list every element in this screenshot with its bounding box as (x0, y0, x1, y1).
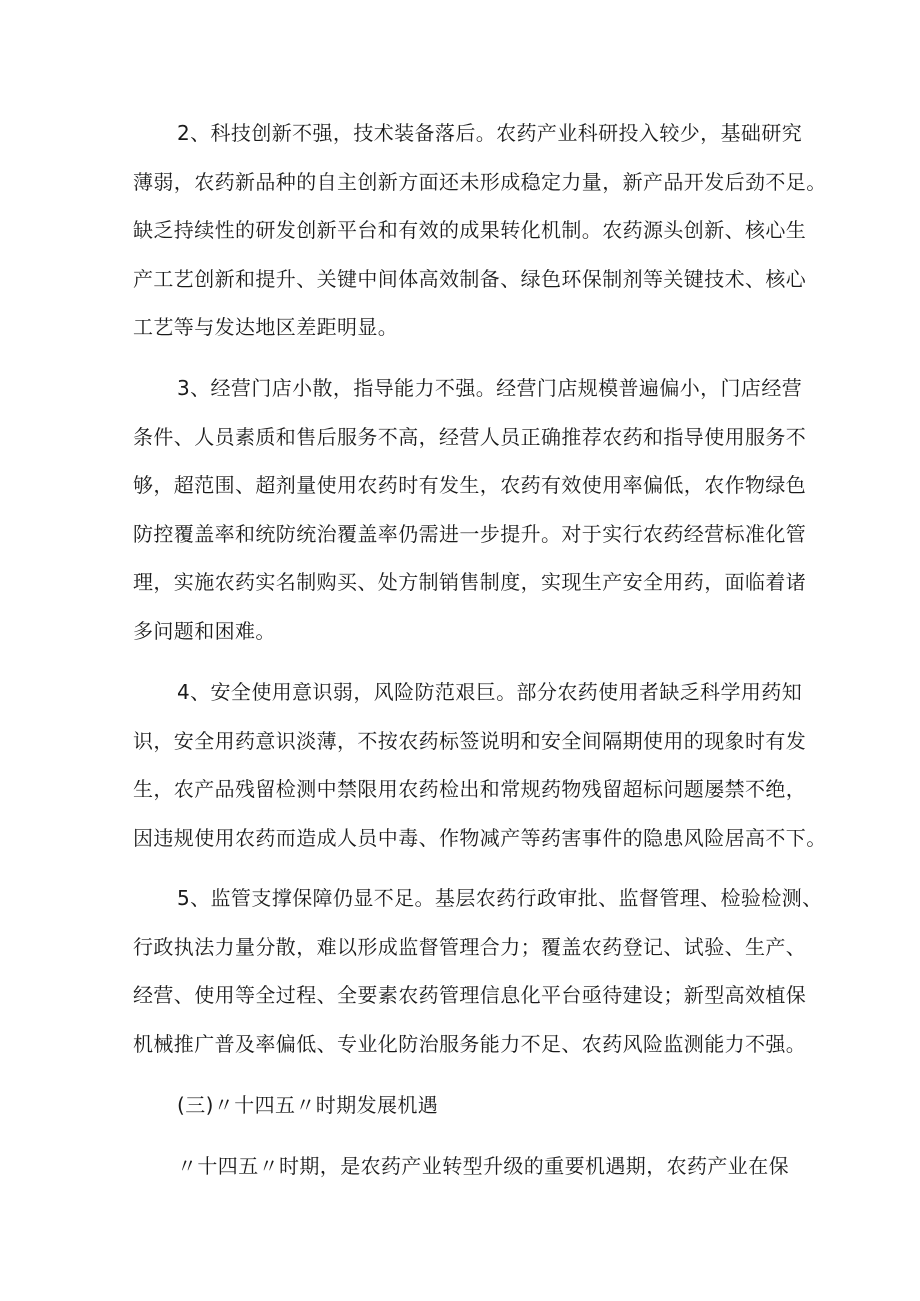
text-line: 够，超范围、超剂量使用农药时有发生，农药有效使用率偏低，农作物绿色 (133, 473, 807, 497)
text-line: 缺乏持续性的研发创新平台和有效的成果转化机制。农药源头创新、核心生 (133, 218, 807, 242)
text-line: 产工艺创新和提升、关键中间体高效制备、绿色环保制剂等关键技术、核心 (133, 267, 807, 291)
text-line: 工艺等与发达地区差距明显。 (133, 315, 399, 339)
text-line: 防控覆盖率和统防统治覆盖率仍需进一步提升。对于实行农药经营标准化管 (133, 522, 807, 546)
text-line: 行政执法力量分散，难以形成监督管理合力；覆盖农药登记、试验、生产、 (133, 935, 807, 959)
text-line: 5、监管支撑保障仍显不足。基层农药行政审批、监督管理、检验检测、 (177, 886, 823, 910)
text-line: 薄弱，农药新品种的自主创新方面还未形成稳定力量，新产品开发后劲不足。 (133, 170, 827, 194)
text-line: 识，安全用药意识淡薄，不按农药标签说明和安全间隔期使用的现象时有发 (133, 729, 807, 753)
text-line: 2、科技创新不强，技术装备落后。农药产业科研投入较少，基础研究 (177, 121, 803, 145)
section-heading: (三)〃十四五〃时期发展机遇 (177, 1093, 439, 1117)
text-line: 3、经营门店小散，指导能力不强。经营门店规模普遍偏小，门店经营 (177, 376, 803, 400)
text-line: 经营、使用等全过程、全要素农药管理信息化平台亟待建设；新型高效植保 (133, 983, 807, 1007)
text-line: 机械推广普及率偏低、专业化防治服务能力不足、农药风险监测能力不强。 (133, 1032, 807, 1056)
text-line: 〃十四五〃时期，是农药产业转型升级的重要机遇期，农药产业在保 (177, 1154, 789, 1178)
text-line: 4、安全使用意识弱，风险防范艰巨。部分农药使用者缺乏科学用药知 (177, 680, 803, 704)
text-line: 多问题和困难。 (133, 619, 276, 643)
text-line: 因违规使用农药而造成人员中毒、作物减产等药害事件的隐患风险居高不下。 (133, 826, 827, 850)
text-line: 条件、人员素质和售后服务不高，经营人员正确推荐农药和指导使用服务不 (133, 425, 807, 449)
text-line: 生，农产品残留检测中禁限用农药检出和常规药物残留超标问题屡禁不绝， (133, 777, 807, 801)
text-line: 理，实施农药实名制购买、处方制销售制度，实现生产安全用药，面临着诸 (133, 570, 807, 594)
